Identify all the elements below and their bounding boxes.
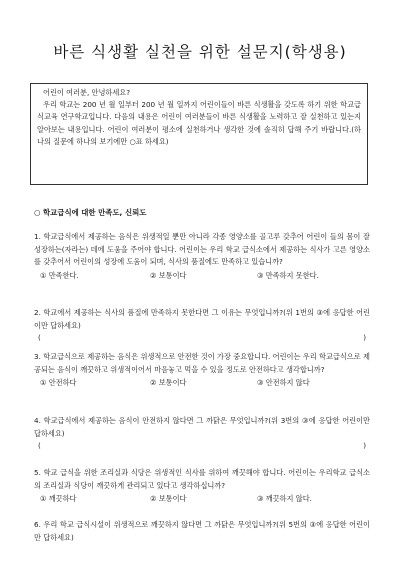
- option-3[interactable]: ③ 만족하지 못한다.: [257, 270, 319, 280]
- question-6: [34, 519, 370, 544]
- option-row: [34, 377, 370, 390]
- question-5: [34, 467, 370, 506]
- option-row: [34, 493, 370, 506]
- option-2[interactable]: ② 보통이다: [150, 378, 187, 387]
- paren-open: (: [38, 441, 41, 450]
- question-1: [34, 231, 370, 282]
- question-text: 1. 학교급식에서 제공하는 음식은 위생적일 뿐만 아니라 각종 영양소를 골고루 갖추어 어린이 들의 몸이 잘 성장하는(자라는) 데에 도움을 주어야 합니다. 어린이는 우리 학교 급식소에서 제공하는 식사가 고른 영양소를 갖추어서 어린이의 성장에 도움이 되며, 식사의 품질에도 만족하고 있습니까?: [34, 232, 370, 266]
- page-title: 바른 식생활 실천을 위한 설문지(학생용): [53, 43, 347, 61]
- option-1[interactable]: ① 안전하다: [40, 378, 77, 387]
- option-2[interactable]: ② 보통이다: [150, 270, 187, 280]
- paren-open: (: [38, 333, 41, 342]
- intro-body: 우리 학교는 200 년 월 일부터 200 년 월 일까지 어린이들이 바른 식생활을 갖도록 하기 위한 학교급식교육 연구학교입니다. 다음의 내용은 어린이 여러분들이 바른 식생활을 노력하고 잘 실천하고 있는지 알아보는 내용입니다. 어린이 여러분이 평소에 실천하거나 생각한 것에 솔직히 답해 주기 바랍니다.(하나의 질문에 하나의 보기에만 ○표 하세요): [37, 100, 361, 146]
- intro-greeting: 어린이 여러분, 안녕하세요?: [43, 88, 131, 97]
- paren-close: ): [363, 333, 366, 342]
- answer-blank[interactable]: [34, 332, 370, 345]
- answer-blank[interactable]: [34, 440, 370, 453]
- option-row: [34, 270, 370, 283]
- paren-close: ): [363, 441, 366, 450]
- option-1[interactable]: ① 만족한다.: [40, 270, 79, 280]
- option-3[interactable]: ③ 안전하지 않다: [257, 378, 310, 387]
- question-text: 5. 학교 급식을 위한 조리실과 식당은 위생적인 식사를 위하여 깨끗해야 합니다. 어린이는 우리학교 급식소의 조리실과 식당이 깨끗하게 관리되고 있다고 생각하십니까?: [34, 468, 370, 490]
- question-2: [34, 307, 370, 345]
- question-text: 4. 학교급식에서 제공하는 음식이 안전하지 않다면 그 까닭은 무엇입니까?(위 3번의 ③에 응답한 어린이만 답하세요): [34, 416, 370, 438]
- option-2[interactable]: ② 보통이다: [150, 494, 187, 503]
- intro-box: [30, 83, 368, 185]
- question-text: 6. 우리 학교 급식시설이 위생적으로 깨끗하지 않다면 그 까닭은 무엇입니까?(위 5번의 ③에 응답한 어린이만 답하세요): [34, 520, 370, 542]
- question-4: [34, 415, 370, 453]
- question-text: 2. 학교에서 제공하는 식사의 품질에 만족하지 못한다면 그 이유는 무엇입니까?(위 1번의 ③에 응답한 어린이만 답하세요): [34, 308, 370, 330]
- option-3[interactable]: ③ 깨끗하지 않다.: [257, 494, 312, 503]
- section-title: ○ 학교급식에 대한 만족도, 신뢰도: [34, 208, 147, 217]
- question-3: [34, 351, 370, 390]
- question-text: 3. 학교급식으로 제공하는 음식은 위생적으로 안전한 것이 가장 중요합니다. 어린이는 우리 학교급식으로 제공되는 음식이 깨끗하고 위생적이어서 마음놓고 먹을 수 있을 정도로 안전하다고 생각합니까?: [34, 352, 370, 374]
- option-1[interactable]: ① 깨끗하다: [40, 494, 77, 503]
